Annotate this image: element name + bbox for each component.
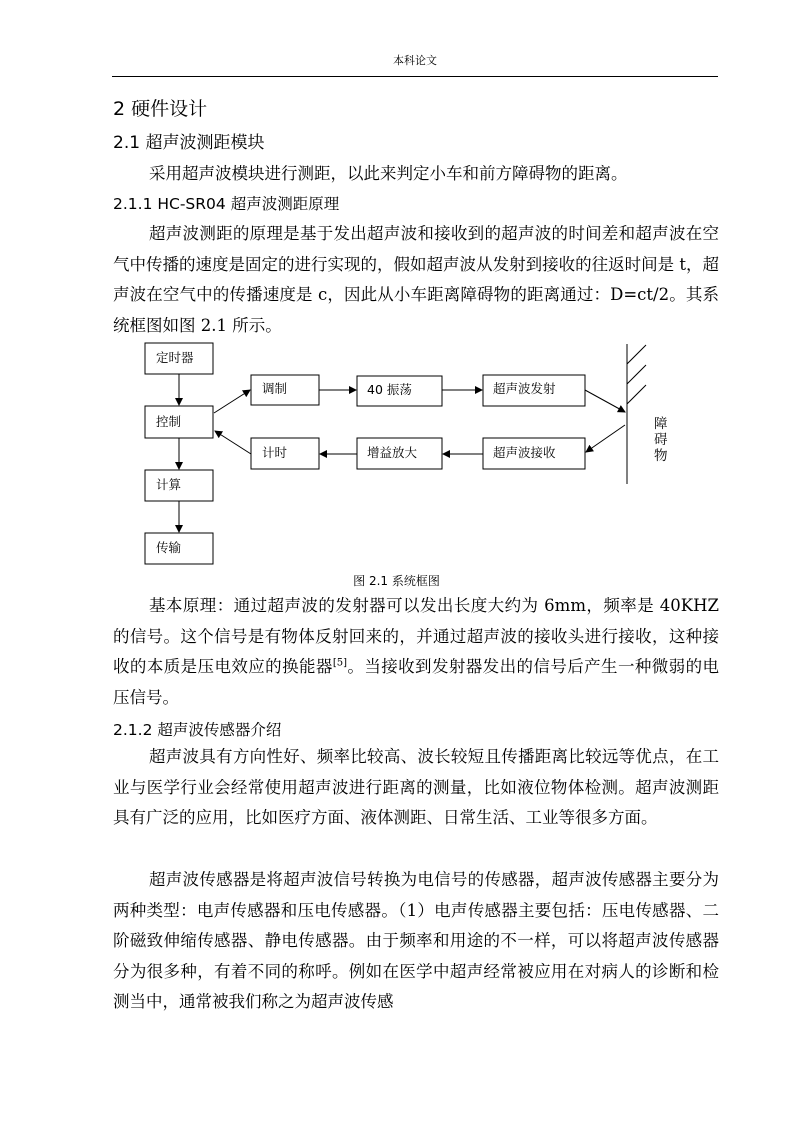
subsection-heading: 2.1 超声波测距模块 xyxy=(113,133,265,153)
subsubsection-heading-principle: 2.1.1 HC-SR04 超声波测距原理 xyxy=(113,195,340,213)
block-timer-label: 定时器 xyxy=(156,350,194,365)
block-control-label: 控制 xyxy=(156,414,182,429)
block-timing-label: 计时 xyxy=(262,445,288,460)
paragraph-basic-principle xyxy=(113,591,719,713)
figure-caption: 图 2.1 系统框图 xyxy=(353,574,440,588)
block-modulate-label: 调制 xyxy=(262,381,288,396)
block-transmit-data-label: 传输 xyxy=(156,540,182,555)
paragraph-basic-principle-text: 基本原理：通过超声波的发射器可以发出长度大约为 6mm，频率是 40KHZ 的信号。这个信号是有物体反射回来的，并通过超声波的接收头进行接收，这种接收的本质是压电效应的换能器 xyxy=(113,596,719,676)
obstacle-label-1: 障 xyxy=(654,416,668,432)
paragraph-ultrasonic-features: 超声波具有方向性好、频率比较高、波长较短且传播距离比较远等优点，在工业与医学行业会经常使用超声波进行距离的测量，比如液位物体检测。超声波测距具有广泛的应用，比如医疗方面、液体测距、日常生活、工业等很多方面。 xyxy=(113,747,719,827)
obstacle-wall xyxy=(627,344,646,484)
paragraph-basic-principle-text-end: 。当接收到发射器发出的信号后产生一种微弱的电压信号。 xyxy=(113,657,720,707)
block-ultrasonic-tx-label: 超声波发射 xyxy=(493,381,556,396)
obstacle-label-3: 物 xyxy=(654,448,668,464)
paragraph-sensor-types: 超声波传感器是将超声波信号转换为电信号的传感器，超声波传感器主要分为两种类型：电声传感器和压电传感器。（1）电声传感器主要包括：压电传感器、二阶磁致伸缩传感器、静电传感器。由于频率和用途的不一样，可以将超声波传感器分为很多种，有着不同的称呼。例如在医学中超声经常被应用在对病人的诊断和检测当中，通常被我们称之为超声波传感 xyxy=(113,870,719,1011)
subsubsection-heading-sensor: 2.1.2 超声波传感器介绍 xyxy=(113,721,282,739)
section-heading: 2 硬件设计 xyxy=(113,98,208,120)
obstacle-label-2: 碍 xyxy=(654,432,668,448)
block-oscillator-label: 40 振荡 xyxy=(367,382,412,397)
block-ultrasonic-rx-label: 超声波接收 xyxy=(493,445,556,460)
arrow-control-modulate xyxy=(214,390,250,413)
arrow-obstacle-rx xyxy=(586,425,625,452)
arrow-tx-obstacle xyxy=(585,390,625,412)
arrow-timing-control xyxy=(215,431,251,454)
paragraph-intro: 采用超声波模块进行测距，以此来判定小车和前方障碍物的距离。 xyxy=(149,164,628,183)
citation-ref: [5] xyxy=(332,657,347,669)
block-gain-label: 增益放大 xyxy=(367,445,418,460)
paragraph-principle: 超声波测距的原理是基于发出超声波和接收到的超声波的时间差和超声波在空气中传播的速度是固定的进行实现的，假如超声波从发射到接收的往返时间是 t，超声波在空气中的传播速度是 c，因此从小车距离障碍物的距离通过：D=ct/2。其系统框图如图 2.1 所示。 xyxy=(113,224,719,335)
page-header: 本科论文 xyxy=(393,54,437,67)
block-compute-label: 计算 xyxy=(156,477,182,492)
